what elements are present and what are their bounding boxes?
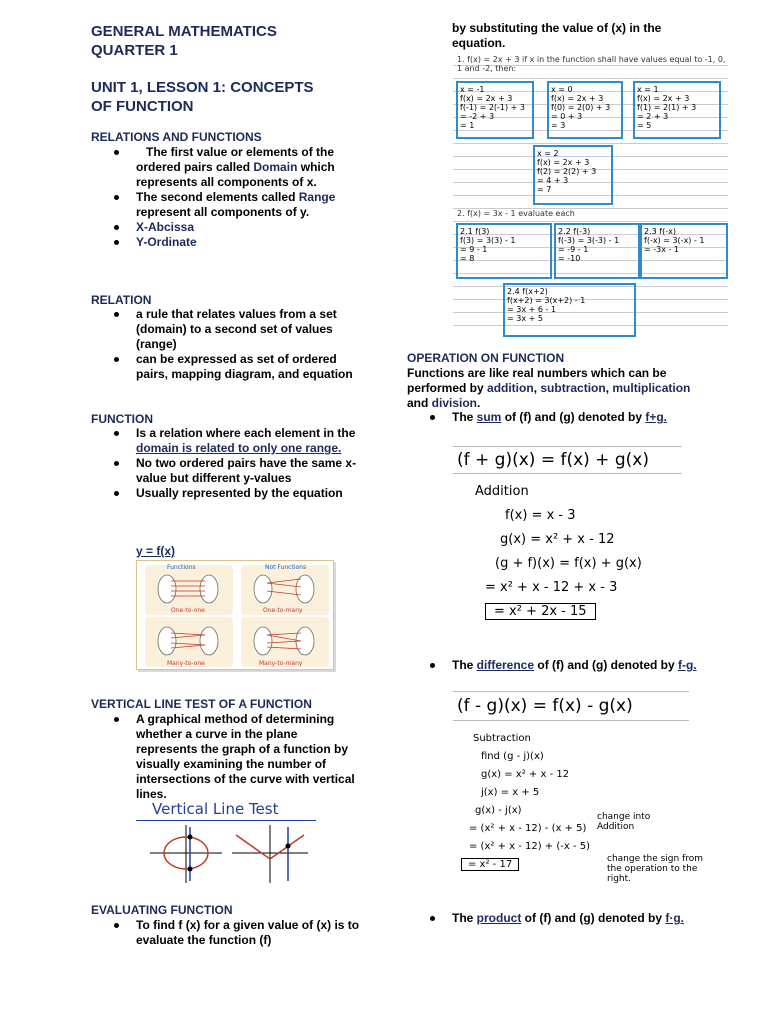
difference-link[interactable]: difference [476, 658, 535, 672]
subtraction-line-3: g(x) = x² + x - 12 [481, 769, 570, 780]
subtraction-note-1: change into Addition [597, 812, 651, 832]
operation-intro-text: Functions are like real numbers which can be performed by [407, 366, 667, 395]
operation-heading: OPERATION ON FUNCTION [407, 351, 565, 365]
unit-title [91, 78, 314, 116]
box2-line-3: f(0) = 2(0) + 3 [551, 103, 611, 112]
diff-text-a: The [452, 658, 477, 672]
subtraction-note-2: change the sign from the operation to the right. [607, 854, 704, 884]
notes-box-5 [456, 223, 552, 279]
addition-line-6: = x² + 2x - 15 [485, 603, 596, 620]
function-bullet-3: Usually represented by the equation [136, 486, 361, 501]
addition-line-1: Addition [475, 484, 529, 499]
subtraction-line-2: find (g - j)(x) [481, 751, 544, 762]
document-title [91, 22, 277, 60]
notes-box-8 [503, 283, 636, 337]
subtraction-line-7: = (x² + x - 12) + (-x - 5) [469, 841, 591, 852]
notes-box-6 [554, 223, 640, 279]
difference-formula: (f - g)(x) = f(x) - g(x) [453, 691, 689, 721]
box3-line-4: = 2 + 3 [637, 112, 669, 121]
box4-line-3: f(2) = 2(2) + 3 [537, 167, 597, 176]
addition-worked-example [455, 480, 723, 650]
relations-bullet-4: Y-Ordinate [136, 235, 361, 250]
mapping-diagram [136, 560, 334, 670]
subtraction-worked-example [455, 730, 715, 910]
sum-link[interactable]: sum [476, 410, 502, 424]
box8-line-4: = 3x + 5 [507, 314, 543, 323]
addition-line-3: g(x) = x² + x - 12 [500, 532, 615, 547]
product-notation-link[interactable]: f·g. [665, 911, 684, 925]
relations-bullet-3: X-Abcissa [136, 220, 361, 235]
box5-line-4: = 8 [460, 254, 475, 263]
prod-text-b: of (f) and (g) denoted by [521, 911, 666, 925]
unit-line-2: OF FUNCTION [91, 98, 194, 115]
notes-box-1 [456, 81, 534, 139]
relation-list [136, 307, 356, 382]
function-bullet-2: No two ordered pairs have the same x-value but different y-values [136, 456, 361, 486]
operation-intro [407, 366, 707, 411]
box1-line-4: = -2 + 3 [460, 112, 495, 121]
relation-bullet-1: a rule that relates values from a set (domain) to a second set of values (range) [136, 307, 356, 352]
range-term: Range [298, 190, 336, 204]
box2-line-4: = 0 + 3 [551, 112, 583, 121]
diff-text-b: of (f) and (g) denoted by [534, 658, 679, 672]
vlt-list [136, 712, 361, 802]
function-heading: FUNCTION [91, 412, 153, 426]
many-to-one-label: Many-to-one [167, 660, 205, 667]
sum-formula: (f + g)(x) = f(x) + g(x) [453, 446, 682, 474]
box1-line-3: f(-1) = 2(-1) + 3 [460, 103, 526, 112]
difference-notation-link[interactable]: f-g. [678, 658, 697, 672]
sum-notation-link[interactable]: f+g. [645, 410, 668, 424]
addition-line-4: (g + f)(x) = f(x) + g(x) [495, 556, 642, 571]
box3-line-5: = 5 [637, 121, 652, 130]
box4-line-1: x = 2 [537, 149, 559, 158]
sum-bullet [452, 410, 712, 425]
subtraction-term: subtraction [540, 381, 606, 395]
box3-line-2: f(x) = 2x + 3 [637, 94, 690, 103]
box1-line-2: f(x) = 2x + 3 [460, 94, 513, 103]
relations-bullet-1-text-b: which represents all components of x. [136, 160, 335, 189]
box5-line-1: 2.1 f(3) [460, 227, 490, 236]
addition-term: addition [487, 381, 534, 395]
many-to-many-label: Many-to-many [259, 660, 303, 667]
handwritten-notes [453, 53, 728, 333]
intro-and: and [407, 396, 432, 410]
relations-bullet-1-text-a: The first value or elements of the ordered pairs called [136, 145, 335, 174]
multiplication-term: multiplication [612, 381, 691, 395]
intro-comma-2: , [605, 381, 613, 395]
box5-line-3: = 9 - 1 [460, 245, 488, 254]
one-to-one-label: One-to-one [171, 607, 205, 614]
box3-line-1: x = 1 [637, 85, 659, 94]
relations-bullet-2-text-b: represent all components of y. [136, 205, 310, 219]
subtraction-line-4: j(x) = x + 5 [481, 787, 540, 798]
product-list [452, 911, 712, 926]
box4-line-2: f(x) = 2x + 3 [537, 158, 590, 167]
domain-range-link[interactable]: domain is related to only one range. [136, 441, 342, 455]
intro-comma-1: , [533, 381, 541, 395]
subtraction-line-5: g(x) - j(x) [475, 805, 522, 816]
division-term: division [431, 396, 478, 410]
box2-line-1: x = 0 [551, 85, 573, 94]
vlt-image [136, 800, 316, 890]
box5-line-2: f(3) = 3(3) - 1 [460, 236, 516, 245]
addition-line-2: f(x) = x - 3 [505, 508, 576, 523]
relations-list [136, 145, 361, 250]
relation-bullet-2: can be expressed as set of ordered pairs, mapping diagram, and equation [136, 352, 356, 382]
vlt-bullet-1: A graphical method of determining whether a curve in the plane represents the graph of a function by visually examining the number of intersections of the curve with vertical lines. [136, 712, 361, 802]
box3-line-3: f(1) = 2(1) + 3 [637, 103, 697, 112]
mapping-diagram-svg [137, 561, 333, 669]
box8-line-3: = 3x + 6 - 1 [507, 305, 557, 314]
box7-line-1: 2.3 f(-x) [644, 227, 676, 236]
sum-text-a: The [452, 410, 477, 424]
evaluating-bullet-1: To find f (x) for a given value of (x) is to evaluate the function (f) [136, 918, 360, 947]
box2-line-5: = 3 [551, 121, 566, 130]
box7-line-3: = -3x - 1 [644, 245, 680, 254]
prod-text-a: The [452, 911, 477, 925]
relations-bullet-2-text-a: The second elements called [136, 190, 299, 204]
relation-heading: RELATION [91, 293, 152, 307]
notes-box-2 [547, 81, 623, 139]
unit-line-1: UNIT 1, LESSON 1: CONCEPTS [91, 79, 314, 96]
function-bullet-1-text: Is a relation where each element in the [136, 426, 356, 440]
evaluating-list [136, 918, 361, 948]
vlt-image-title: Vertical Line Test [152, 800, 279, 818]
box2-line-2: f(x) = 2x + 3 [551, 94, 604, 103]
vlt-graphs-svg [136, 821, 316, 887]
box7-line-2: f(-x) = 3(-x) - 1 [644, 236, 705, 245]
intro-period: . [477, 396, 481, 410]
product-bullet [452, 911, 712, 926]
notes-box-7 [640, 223, 728, 279]
notes-line-2: 2. f(x) = 3x - 1 evaluate each [457, 209, 575, 218]
box6-line-1: 2.2 f(-3) [558, 227, 591, 236]
evaluating-heading: EVALUATING FUNCTION [91, 903, 233, 917]
notes-box-4 [533, 145, 613, 205]
box8-line-2: f(x+2) = 3(x+2) - 1 [507, 296, 586, 305]
function-bullet-1 [136, 426, 361, 456]
subtraction-line-8: = x² - 17 [461, 858, 519, 871]
one-to-many-label: One-to-many [263, 607, 303, 614]
relations-bullet-2 [136, 190, 361, 220]
box4-line-5: = 7 [537, 185, 552, 194]
subtraction-line-1: Subtraction [473, 733, 531, 744]
domain-term: Domain [253, 160, 298, 174]
not-functions-label: Not Functions [265, 564, 307, 571]
evaluating-continuation: by substituting the value of (x) in the equation. [452, 21, 662, 50]
function-list [136, 426, 361, 501]
box6-line-4: = -10 [558, 254, 581, 263]
vlt-heading: VERTICAL LINE TEST OF A FUNCTION [91, 697, 312, 711]
box6-line-3: = -9 - 1 [558, 245, 589, 254]
relations-heading: RELATIONS AND FUNCTIONS [91, 130, 262, 144]
notes-line-1: 1. f(x) = 2x + 3 if x in the function shall have values equal to -1, 0, 1 and -2, then: [457, 55, 726, 73]
box8-line-1: 2.4 f(x+2) [507, 287, 548, 296]
title-line-2: QUARTER 1 [91, 42, 178, 59]
box4-line-4: = 4 + 3 [537, 176, 569, 185]
function-equation: y = f(x) [136, 544, 176, 558]
relations-bullet-1 [136, 145, 361, 190]
title-line-1: GENERAL MATHEMATICS [91, 23, 277, 40]
box1-line-5: = 1 [460, 121, 475, 130]
notes-box-3 [633, 81, 721, 139]
product-link[interactable]: product [476, 911, 522, 925]
difference-bullet [452, 658, 712, 673]
box1-line-1: x = -1 [460, 85, 485, 94]
box6-line-2: f(-3) = 3(-3) - 1 [558, 236, 620, 245]
sum-list [452, 410, 712, 425]
subtraction-line-6: = (x² + x - 12) - (x + 5) [469, 823, 587, 834]
difference-list [452, 658, 712, 673]
functions-label: Functions [167, 564, 196, 571]
addition-line-5: = x² + x - 12 + x - 3 [485, 580, 618, 595]
sum-text-b: of (f) and (g) denoted by [501, 410, 646, 424]
